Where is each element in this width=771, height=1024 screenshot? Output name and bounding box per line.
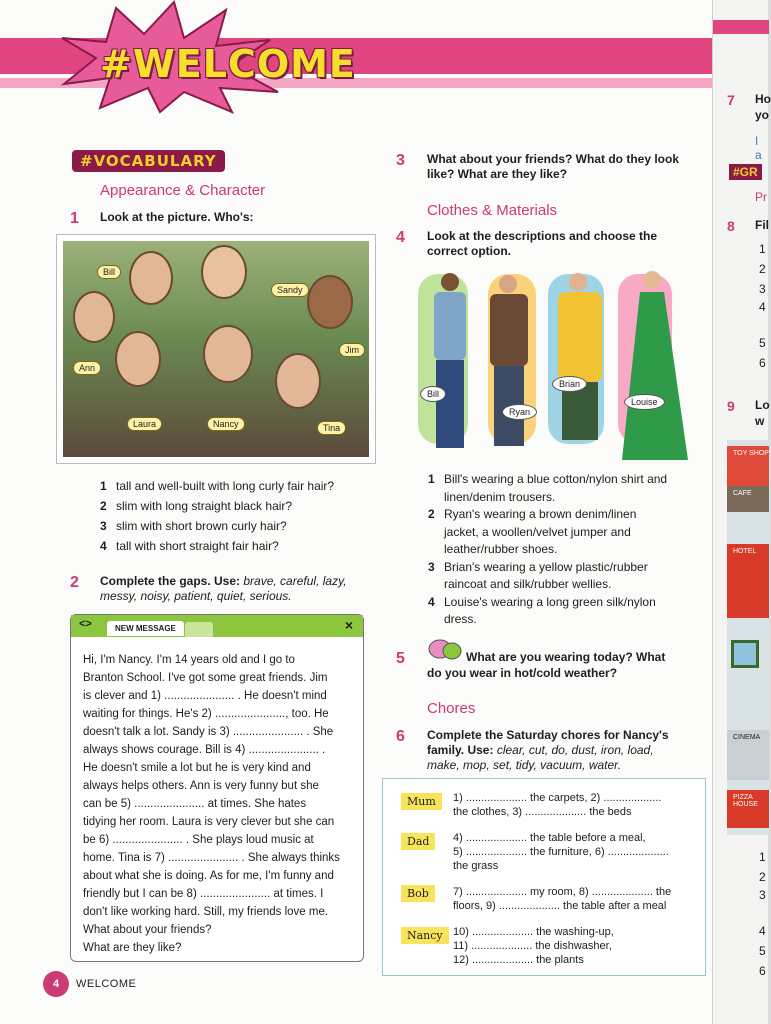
next-number: 8 [727, 218, 735, 234]
friends-photo [56, 234, 376, 464]
list-item: 4 tall with short straight fair hair? [100, 539, 279, 553]
shop-sign: HOTEL [727, 544, 769, 618]
photo-tag: Ann [73, 361, 101, 375]
street-map [727, 440, 769, 835]
next-item-number: 3 [759, 888, 766, 902]
message-titlebar [71, 615, 363, 637]
next-page-edge [712, 0, 771, 1024]
shop-sign: CINEMA [727, 730, 769, 780]
next-item-number: 2 [759, 870, 766, 884]
exercise-2-number: 2 [70, 574, 79, 591]
chore-line: 10) .................... the washing-up, [453, 926, 614, 938]
chore-line: 1) .................... the carpets, 2) ................... [453, 792, 662, 804]
page-number: 4 [43, 971, 69, 997]
list-item: 2 Ryan's wearing a brown denim/linen jacket, a woollen/velvet jumper and leather/rubber shoes. [428, 507, 637, 556]
chore-line: 7) .................... my room, 8) .................... the [453, 886, 672, 898]
photo-tag: Bill [97, 265, 121, 279]
code-arrows-icon: <> [79, 618, 92, 630]
page-title: #WELCOME [100, 42, 356, 86]
chore-line: the clothes, 3) .................... the beds [453, 806, 632, 818]
list-item: 4 Louise's wearing a long green silk/nylon dress. [428, 594, 656, 626]
blank-tab [185, 622, 213, 637]
clothes-heading: Clothes & Materials [427, 202, 558, 219]
chore-tag: Bob [401, 885, 435, 902]
exercise-5-line1: What are you wearing today? What [466, 650, 666, 664]
next-number: 9 [727, 398, 735, 414]
next-item-number: 6 [759, 356, 766, 370]
next-item-number: 1 [759, 850, 766, 864]
clothes-picture [412, 268, 710, 463]
exercise-6-number: 6 [396, 728, 405, 745]
footer-section: WELCOME [76, 978, 137, 990]
next-item-number: 2 [759, 262, 766, 276]
chores-notebook [382, 778, 706, 976]
next-item-number: 5 [759, 336, 766, 350]
list-item: 1 Bill's wearing a blue cotton/nylon shirt and linen/denim trousers. [428, 472, 668, 504]
message-window [70, 614, 364, 962]
list-item: 3 Brian's wearing a yellow plastic/rubber raincoat and silk/rubber wellies. [428, 559, 648, 591]
shop-sign: TOY SHOP [727, 446, 769, 486]
person-label: Ryan [502, 404, 537, 420]
exercise-2-instruction: Complete the gaps. Use: brave, careful, lazy, messy, noisy, patient, quiet, serious. [100, 574, 347, 603]
close-icon: × [344, 617, 353, 633]
exercise-1-number: 1 [70, 210, 79, 227]
chore-line: 12) .................... the plants [453, 954, 584, 966]
speech-bubbles-icon [428, 639, 462, 661]
person-label: Louise [624, 394, 665, 410]
exercise-6-instruction: Complete the Saturday chores for Nancy's family. Use: clear, cut, do, dust, iron, load, make, mop, set, tidy, vacuum, water. [427, 728, 669, 772]
next-item-number: 3 [759, 282, 766, 296]
next-fragment: Ho [755, 92, 771, 106]
next-fragment: #GR [729, 164, 762, 180]
chore-tag: Dad [401, 833, 435, 850]
chore-line: 4) .................... the table before a meal, [453, 832, 646, 844]
exercise-3-instruction: What about your friends? What do they look like? What are they like? [427, 152, 679, 181]
chores-heading: Chores [427, 700, 476, 717]
photo-tag: Nancy [207, 417, 245, 431]
exercise-1-list [100, 476, 334, 556]
message-body: Hi, I'm Nancy. I'm 14 years old and I go to Branton School. I've got some great friends. Jim is clever and 1) ...................... . He doesn't mind waiting for things. He's 2) ......................, too. He doesn't talk a lot. Sandy is 3) ...................... . She always shows courage. Bill is 4) ...................... . He doesn't smile a lot but he is very kind and always helps others. Ann is very funny but she can be 5) ...................... at times. She hates tidying her room. Laura is very clever but she can be 6) ...................... . She plays loud music at home. Tina is 7) ...................... . She always thinks about what she is doing. As for me, I'm funny and friendly but I can be 8) ...................... at times. I don't like working hard. Still, my friends love me. What about your friends? What are they like? [83, 654, 340, 954]
next-fragment: w [755, 414, 765, 428]
exercise-4-number: 4 [396, 229, 405, 246]
exercise-4-instruction: Look at the descriptions and choose the correct option. [427, 229, 658, 258]
next-page-band [713, 20, 769, 34]
exercise-1-instruction: Look at the picture. Who's: [100, 210, 254, 224]
chore-tag: Mum [401, 793, 442, 810]
next-fragment: Fil [755, 218, 769, 232]
list-item: 1 tall and well-built with long curly fair hair? [100, 479, 335, 493]
list-item: 2 slim with long straight black hair? [100, 499, 293, 513]
chore-line: the grass [453, 860, 499, 872]
next-item-number: 4 [759, 924, 766, 938]
person-label: Brian [552, 376, 587, 392]
chore-tag: Nancy [401, 927, 449, 944]
exercise-5-line2: do you wear in hot/cold weather? [427, 666, 618, 680]
list-item: 3 slim with short brown curly hair? [100, 519, 287, 533]
next-fragment: Lo [755, 398, 770, 412]
next-fragment: I a [755, 134, 762, 162]
next-number: 7 [727, 92, 735, 108]
shop-sign: CAFE [727, 486, 769, 512]
next-item-number: 6 [759, 964, 766, 978]
photo-tag: Tina [317, 421, 346, 435]
people-figures [412, 268, 710, 463]
next-item-number: 5 [759, 944, 766, 958]
photo-tag: Jim [339, 343, 365, 357]
exercise-3-number: 3 [396, 152, 405, 169]
person-label: Bill [420, 386, 446, 402]
next-item-number: 4 [759, 300, 766, 314]
new-message-tab: NEW MESSAGE [107, 621, 184, 636]
photo-tag: Laura [127, 417, 162, 431]
chore-line: floors, 9) .................... the table after a meal [453, 900, 667, 912]
vocabulary-label: #VOCABULARY [72, 150, 225, 172]
exercise-5-number: 5 [396, 650, 405, 667]
photo-tag: Sandy [271, 283, 309, 297]
exercise-4-list [428, 471, 667, 629]
next-fragment: Pr [755, 190, 767, 204]
shop-sign: PIZZA HOUSE [727, 790, 769, 828]
appearance-heading: Appearance & Character [100, 182, 266, 199]
chore-line: 5) .................... the furniture, 6) .................... [453, 846, 669, 858]
next-item-number: 1 [759, 242, 766, 256]
chore-line: 11) .................... the dishwasher, [453, 940, 612, 952]
next-fragment: yo [755, 108, 770, 122]
